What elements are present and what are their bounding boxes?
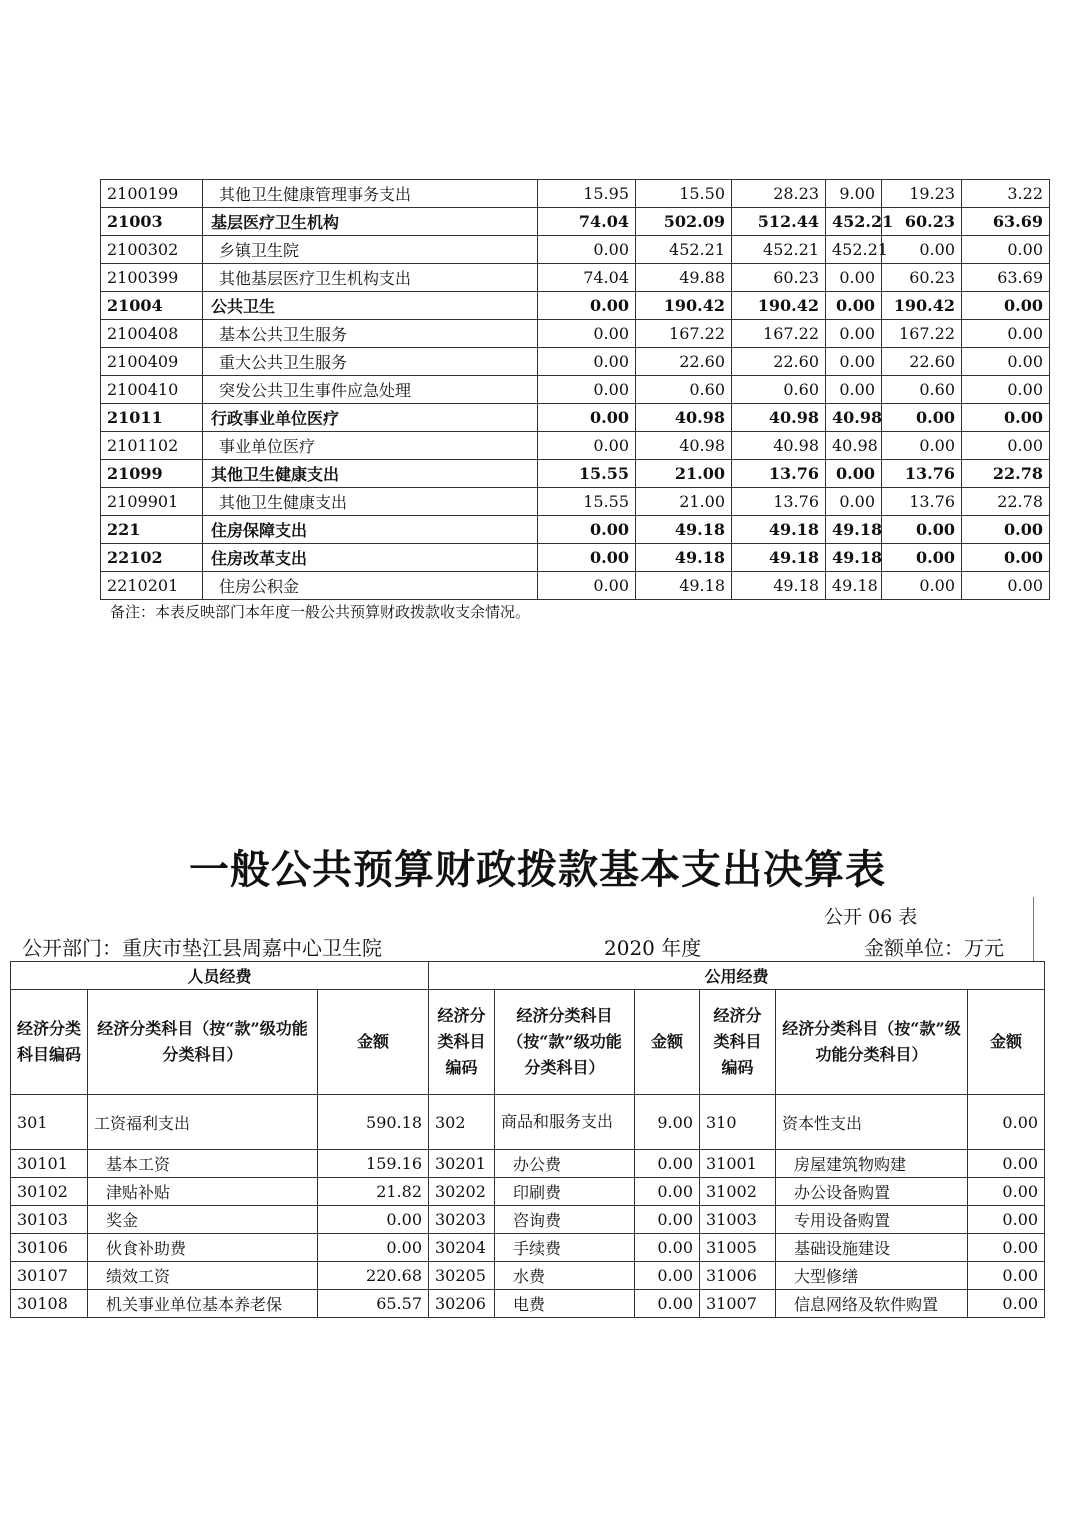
row-value: 452.21 <box>826 208 882 236</box>
row-name: 突发公共卫生事件应急处理 <box>203 376 538 404</box>
row-code: 22102 <box>101 544 203 572</box>
header-code3: 经济分类科目编码 <box>700 990 776 1095</box>
name-cell: 工资福利支出 <box>88 1095 318 1150</box>
row-value: 60.23 <box>732 264 826 292</box>
row-name: 住房保障支出 <box>203 516 538 544</box>
row-value: 49.18 <box>636 544 732 572</box>
row-value: 0.00 <box>826 292 882 320</box>
row-value: 74.04 <box>538 264 636 292</box>
amount-cell: 9.00 <box>635 1095 700 1150</box>
table-row <box>11 1262 1045 1290</box>
row-value: 49.18 <box>732 544 826 572</box>
row-value: 0.00 <box>882 236 962 264</box>
name-cell: 津贴补贴 <box>88 1178 318 1206</box>
row-value: 15.55 <box>538 460 636 488</box>
amount-cell: 0.00 <box>968 1234 1045 1262</box>
row-value: 0.00 <box>962 404 1050 432</box>
row-value: 0.00 <box>826 460 882 488</box>
amount-cell: 0.00 <box>635 1262 700 1290</box>
row-value: 0.00 <box>962 572 1050 600</box>
divider <box>1033 897 1034 961</box>
row-value: 452.21 <box>636 236 732 264</box>
row-value: 167.22 <box>882 320 962 348</box>
amount-cell: 0.00 <box>635 1234 700 1262</box>
row-name: 住房公积金 <box>203 572 538 600</box>
amount-cell: 0.00 <box>968 1290 1045 1318</box>
row-code: 21099 <box>101 460 203 488</box>
code-cell: 31007 <box>700 1290 776 1318</box>
row-value: 40.98 <box>732 404 826 432</box>
row-value: 49.18 <box>826 572 882 600</box>
row-code: 2101102 <box>101 432 203 460</box>
row-value: 0.00 <box>538 236 636 264</box>
row-value: 60.23 <box>882 208 962 236</box>
name-cell: 信息网络及软件购置 <box>776 1290 968 1318</box>
code-cell: 30205 <box>429 1262 495 1290</box>
row-value: 40.98 <box>826 432 882 460</box>
name-cell: 电费 <box>495 1290 635 1318</box>
group-personnel: 人员经费 <box>11 962 429 990</box>
name-cell: 水费 <box>495 1262 635 1290</box>
amount-cell: 0.00 <box>968 1150 1045 1178</box>
header-amount3: 金额 <box>968 990 1045 1095</box>
row-value: 0.00 <box>538 348 636 376</box>
header-name1: 经济分类科目（按“款”级功能分类科目） <box>88 990 318 1095</box>
table-row <box>11 1150 1045 1178</box>
row-value: 22.78 <box>962 488 1050 516</box>
row-value: 49.18 <box>732 572 826 600</box>
column-header-row <box>11 990 1045 1095</box>
row-value: 0.00 <box>962 320 1050 348</box>
name-cell: 专用设备购置 <box>776 1206 968 1234</box>
row-value: 49.18 <box>826 516 882 544</box>
code-cell: 30101 <box>11 1150 88 1178</box>
name-cell: 咨询费 <box>495 1206 635 1234</box>
header-amount2: 金额 <box>635 990 700 1095</box>
row-value: 0.00 <box>882 432 962 460</box>
row-value: 0.00 <box>538 292 636 320</box>
group-public: 公用经费 <box>429 962 1045 990</box>
code-cell: 30202 <box>429 1178 495 1206</box>
row-value: 0.00 <box>882 516 962 544</box>
row-value: 21.00 <box>636 488 732 516</box>
row-value: 502.09 <box>636 208 732 236</box>
code-cell: 302 <box>429 1095 495 1150</box>
code-cell: 30204 <box>429 1234 495 1262</box>
row-value: 0.60 <box>636 376 732 404</box>
row-code: 2100409 <box>101 348 203 376</box>
code-cell: 30102 <box>11 1178 88 1206</box>
table-row <box>101 460 1050 488</box>
code-cell: 301 <box>11 1095 88 1150</box>
row-value: 22.60 <box>882 348 962 376</box>
row-code: 2100408 <box>101 320 203 348</box>
row-value: 22.60 <box>636 348 732 376</box>
row-name: 重大公共卫生服务 <box>203 348 538 376</box>
name-cell: 手续费 <box>495 1234 635 1262</box>
table-row <box>11 1234 1045 1262</box>
row-code: 2100399 <box>101 264 203 292</box>
row-value: 0.00 <box>826 264 882 292</box>
row-code: 2109901 <box>101 488 203 516</box>
table-row <box>101 516 1050 544</box>
table-row <box>101 348 1050 376</box>
code-cell: 30108 <box>11 1290 88 1318</box>
row-code: 2100199 <box>101 180 203 208</box>
amount-cell: 220.68 <box>318 1262 429 1290</box>
row-value: 49.18 <box>732 516 826 544</box>
row-value: 49.18 <box>636 516 732 544</box>
amount-cell: 0.00 <box>968 1178 1045 1206</box>
header-code2: 经济分类科目编码 <box>429 990 495 1095</box>
name-cell: 基础设施建设 <box>776 1234 968 1262</box>
table-row <box>11 1095 1045 1150</box>
name-cell: 伙食补助费 <box>88 1234 318 1262</box>
row-value: 19.23 <box>882 180 962 208</box>
row-value: 21.00 <box>636 460 732 488</box>
row-value: 13.76 <box>732 460 826 488</box>
row-value: 0.00 <box>882 572 962 600</box>
header-code1: 经济分类科目编码 <box>11 990 88 1095</box>
unit-label: 金额单位：万元 <box>864 936 1004 960</box>
amount-cell: 0.00 <box>635 1290 700 1318</box>
name-cell: 大型修缮 <box>776 1262 968 1290</box>
row-value: 0.00 <box>538 432 636 460</box>
name-cell: 绩效工资 <box>88 1262 318 1290</box>
row-value: 0.00 <box>826 376 882 404</box>
row-name: 其他基层医疗卫生机构支出 <box>203 264 538 292</box>
code-cell: 31005 <box>700 1234 776 1262</box>
table-row <box>101 264 1050 292</box>
row-value: 190.42 <box>732 292 826 320</box>
row-name: 其他卫生健康支出 <box>203 488 538 516</box>
row-value: 0.00 <box>538 516 636 544</box>
table-row <box>11 1206 1045 1234</box>
code-cell: 31001 <box>700 1150 776 1178</box>
code-cell: 30107 <box>11 1262 88 1290</box>
row-value: 40.98 <box>636 432 732 460</box>
row-name: 事业单位医疗 <box>203 432 538 460</box>
row-value: 40.98 <box>636 404 732 432</box>
row-value: 167.22 <box>636 320 732 348</box>
row-name: 公共卫生 <box>203 292 538 320</box>
row-value: 13.76 <box>732 488 826 516</box>
row-value: 0.60 <box>882 376 962 404</box>
row-value: 0.00 <box>882 544 962 572</box>
name-cell: 奖金 <box>88 1206 318 1234</box>
amount-cell: 590.18 <box>318 1095 429 1150</box>
code-cell: 30106 <box>11 1234 88 1262</box>
header-name2: 经济分类科目（按“款”级功能分类科目） <box>495 990 635 1095</box>
row-value: 63.69 <box>962 208 1050 236</box>
code-cell: 31006 <box>700 1262 776 1290</box>
row-value: 49.88 <box>636 264 732 292</box>
income-expense-table <box>100 179 1050 600</box>
row-value: 22.60 <box>732 348 826 376</box>
row-code: 2210201 <box>101 572 203 600</box>
table-row <box>101 292 1050 320</box>
amount-cell: 0.00 <box>968 1262 1045 1290</box>
row-name: 乡镇卫生院 <box>203 236 538 264</box>
name-cell: 办公费 <box>495 1150 635 1178</box>
row-name: 住房改革支出 <box>203 544 538 572</box>
table-row <box>101 236 1050 264</box>
row-value: 0.00 <box>882 404 962 432</box>
row-value: 13.76 <box>882 488 962 516</box>
name-cell: 资本性支出 <box>776 1095 968 1150</box>
table-row <box>101 404 1050 432</box>
row-value: 190.42 <box>636 292 732 320</box>
row-code: 21003 <box>101 208 203 236</box>
department-label: 公开部门：重庆市垫江县周嘉中心卫生院 <box>22 936 382 960</box>
row-code: 2100410 <box>101 376 203 404</box>
header-amount1: 金额 <box>318 990 429 1095</box>
table-row <box>101 208 1050 236</box>
code-cell: 30206 <box>429 1290 495 1318</box>
row-value: 49.18 <box>636 572 732 600</box>
row-value: 0.00 <box>538 376 636 404</box>
basic-expenditure-table <box>10 961 1045 1318</box>
row-value: 15.50 <box>636 180 732 208</box>
amount-cell: 0.00 <box>318 1206 429 1234</box>
table-row <box>101 488 1050 516</box>
row-value: 3.22 <box>962 180 1050 208</box>
row-code: 221 <box>101 516 203 544</box>
row-value: 452.21 <box>732 236 826 264</box>
row-value: 0.60 <box>732 376 826 404</box>
row-value: 0.00 <box>962 516 1050 544</box>
header-name3: 经济分类科目（按“款”级功能分类科目） <box>776 990 968 1095</box>
row-value: 0.00 <box>962 292 1050 320</box>
row-value: 190.42 <box>882 292 962 320</box>
row-value: 0.00 <box>962 348 1050 376</box>
name-cell: 商品和服务支出 <box>495 1095 635 1150</box>
row-value: 0.00 <box>826 488 882 516</box>
row-code: 21004 <box>101 292 203 320</box>
row-code: 21011 <box>101 404 203 432</box>
year-label: 2020 年度 <box>604 936 702 960</box>
code-cell: 31002 <box>700 1178 776 1206</box>
row-value: 0.00 <box>962 376 1050 404</box>
name-cell: 机关事业单位基本养老保 <box>88 1290 318 1318</box>
amount-cell: 21.82 <box>318 1178 429 1206</box>
table-row <box>101 544 1050 572</box>
row-value: 40.98 <box>732 432 826 460</box>
row-value: 0.00 <box>826 320 882 348</box>
code-cell: 30203 <box>429 1206 495 1234</box>
row-value: 452.21 <box>826 236 882 264</box>
row-value: 0.00 <box>538 572 636 600</box>
page-title: 一般公共预算财政拨款基本支出决算表 <box>189 846 886 893</box>
row-code: 2100302 <box>101 236 203 264</box>
row-value: 49.18 <box>826 544 882 572</box>
table-row <box>11 1178 1045 1206</box>
table-note: 备注：本表反映部门本年度一般公共预算财政拨款收支余情况。 <box>110 603 531 621</box>
code-cell: 30201 <box>429 1150 495 1178</box>
table-row <box>101 572 1050 600</box>
amount-cell: 0.00 <box>318 1234 429 1262</box>
row-value: 15.95 <box>538 180 636 208</box>
table-row <box>101 320 1050 348</box>
table-row <box>101 180 1050 208</box>
row-name: 其他卫生健康支出 <box>203 460 538 488</box>
row-value: 9.00 <box>826 180 882 208</box>
amount-cell: 0.00 <box>635 1206 700 1234</box>
row-value: 0.00 <box>962 236 1050 264</box>
code-cell: 30103 <box>11 1206 88 1234</box>
code-cell: 31003 <box>700 1206 776 1234</box>
row-value: 74.04 <box>538 208 636 236</box>
amount-cell: 0.00 <box>635 1150 700 1178</box>
row-name: 行政事业单位医疗 <box>203 404 538 432</box>
table-number: 公开 06 表 <box>824 906 918 928</box>
row-value: 60.23 <box>882 264 962 292</box>
row-value: 167.22 <box>732 320 826 348</box>
amount-cell: 65.57 <box>318 1290 429 1318</box>
row-name: 基层医疗卫生机构 <box>203 208 538 236</box>
table-row <box>11 1290 1045 1318</box>
name-cell: 印刷费 <box>495 1178 635 1206</box>
table-row <box>101 376 1050 404</box>
amount-cell: 0.00 <box>635 1178 700 1206</box>
row-value: 63.69 <box>962 264 1050 292</box>
amount-cell: 0.00 <box>968 1206 1045 1234</box>
amount-cell: 159.16 <box>318 1150 429 1178</box>
name-cell: 房屋建筑物购建 <box>776 1150 968 1178</box>
name-cell: 基本工资 <box>88 1150 318 1178</box>
amount-cell: 0.00 <box>968 1095 1045 1150</box>
name-cell: 办公设备购置 <box>776 1178 968 1206</box>
row-value: 512.44 <box>732 208 826 236</box>
row-value: 40.98 <box>826 404 882 432</box>
code-cell: 310 <box>700 1095 776 1150</box>
row-name: 其他卫生健康管理事务支出 <box>203 180 538 208</box>
row-value: 28.23 <box>732 180 826 208</box>
row-value: 0.00 <box>538 404 636 432</box>
table-row <box>101 432 1050 460</box>
row-value: 0.00 <box>538 320 636 348</box>
group-header-row <box>11 962 1045 990</box>
row-value: 22.78 <box>962 460 1050 488</box>
row-value: 0.00 <box>962 544 1050 572</box>
row-value: 0.00 <box>826 348 882 376</box>
row-name: 基本公共卫生服务 <box>203 320 538 348</box>
row-value: 0.00 <box>962 432 1050 460</box>
row-value: 0.00 <box>538 544 636 572</box>
row-value: 15.55 <box>538 488 636 516</box>
row-value: 13.76 <box>882 460 962 488</box>
